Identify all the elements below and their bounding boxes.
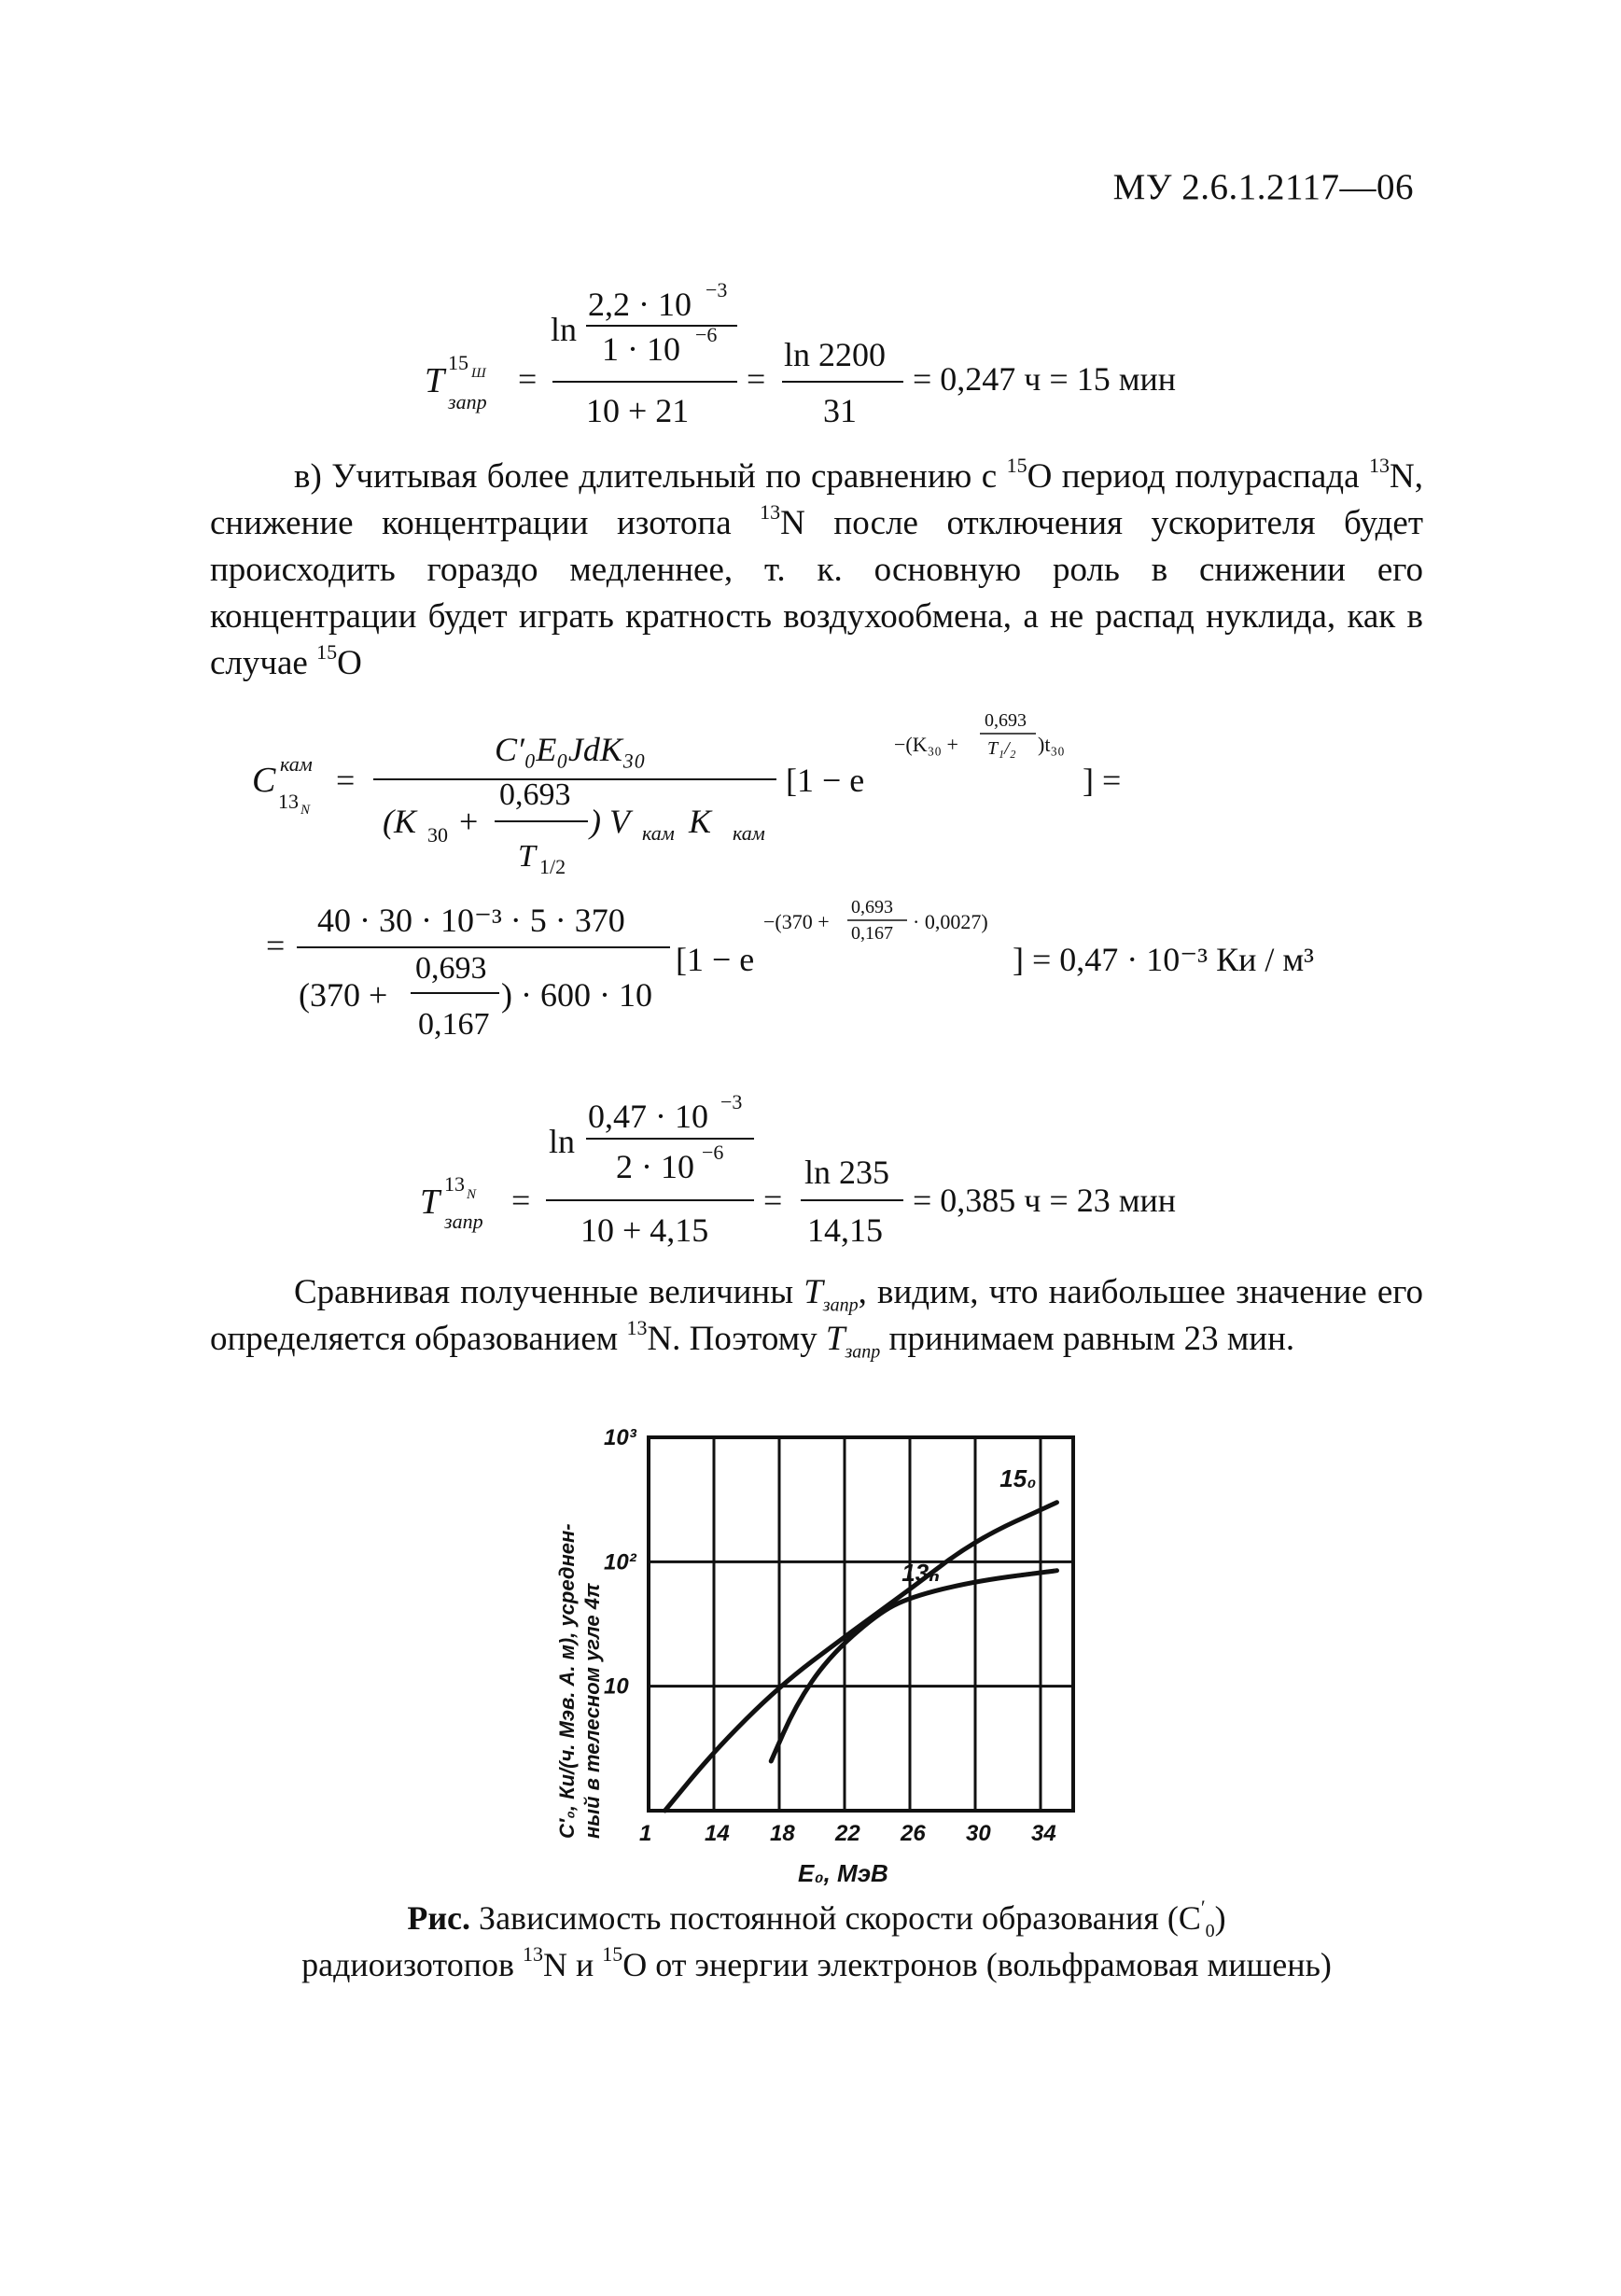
y-tick-label: 10 <box>604 1673 629 1700</box>
x-tick-label: 34 <box>1031 1821 1056 1846</box>
caption-t3: радиоизотопов <box>301 1946 523 1983</box>
eq1-lhs-sub: запр <box>448 390 487 413</box>
caption-s1: 13 <box>522 1942 543 1966</box>
eq3-numerator: 40 · 30 · 10⁻³ · 5 · 370 <box>317 902 625 939</box>
eq2-exp-frac-den: T₁/₂ <box>987 738 1016 759</box>
eq4-eq1: = <box>511 1182 531 1219</box>
eq2-exp-tail: )t₃₀ <box>1038 733 1065 756</box>
eq1-lhs-sup-sub: Ш <box>471 366 486 381</box>
eq4-mid-num: ln 235 <box>804 1154 890 1191</box>
caption-c-sup: ′ <box>1200 1896 1206 1919</box>
x-tick-label: 18 <box>770 1821 795 1846</box>
pc-t2: , видим, что наибольшее значение его определяется образованием <box>210 1273 1423 1358</box>
c0-vs-energy-chart <box>523 1419 1101 1885</box>
eq3-exp-open: −(370 + <box>763 910 830 933</box>
eq4-lhs-sup-sub: N <box>467 1187 477 1202</box>
eq2-numerator: C′₀E₀JdK₃₀ <box>495 731 646 768</box>
eq4-lhs-sub: запр <box>444 1210 483 1233</box>
eq1-inner-den-exp: −6 <box>695 323 718 346</box>
eq1-eq2: = <box>747 360 766 398</box>
series-label-15o: 15₀ <box>999 1464 1037 1493</box>
eq2-lhs-sub-sub: N <box>300 803 311 818</box>
caption-t4: N и <box>542 1946 603 1983</box>
eq1-mid-num: ln 2200 <box>784 336 887 373</box>
chart-y-label-line1: C′₀, Ки/(ч. Мэв. А. м), усреднен- <box>555 1523 579 1839</box>
eq2-bracket-open: [1 − e <box>786 762 865 799</box>
caption-s2: 15 <box>602 1942 623 1966</box>
document-code: МУ 2.6.1.2117—06 <box>1112 167 1414 207</box>
paragraph-c <box>210 1269 1423 1363</box>
eq3-frac-num: 0,693 <box>415 951 487 986</box>
pc-t1: Сравнивая полученные величины <box>294 1273 804 1311</box>
eq4-inner-den: 2 · 10 <box>616 1148 694 1185</box>
eq1-inner-den: 1 · 10 <box>602 330 680 368</box>
eq1-eq1: = <box>518 360 538 398</box>
eq4-eq2: = <box>763 1182 783 1219</box>
pb-t1: в) Учитывая более длительный по сравнению с <box>294 457 1007 496</box>
eq2-frac-den-sub: 1/2 <box>539 855 566 878</box>
caption-bold: Рис. <box>407 1899 471 1937</box>
pb-s4: 15 <box>316 640 338 664</box>
eq1-result: = 0,247 ч = 15 мин <box>913 360 1177 398</box>
eq2-exp-frac-num: 0,693 <box>985 710 1027 731</box>
eq1-ln: ln <box>551 311 578 348</box>
pc-t4: принимаем равным 23 мин. <box>880 1320 1295 1358</box>
eq1-inner-num-exp: −3 <box>706 278 728 301</box>
pb-s3: 13 <box>760 500 781 524</box>
series-line-13n <box>771 1571 1056 1761</box>
eq1-lhs-sup: 15 <box>448 351 468 374</box>
eq2-den-open: (K <box>383 803 416 840</box>
pb-s1: 15 <box>1006 454 1027 477</box>
pc-T2: T <box>825 1320 845 1358</box>
eq1-lhs-symbol: T <box>425 361 445 400</box>
eq4-lhs-sup: 13 <box>444 1172 465 1196</box>
x-tick-label: 22 <box>835 1821 860 1846</box>
eq3-result: ] = 0,47 · 10⁻³ Ки / м³ <box>1013 941 1314 978</box>
chart-ticks <box>604 1425 1056 1846</box>
eq2-den-k: K <box>689 803 712 840</box>
pc-s1: 13 <box>626 1316 648 1339</box>
caption-t2: ) <box>1214 1899 1226 1937</box>
caption-t5: O от энергии электронов (вольфрамовая мишень) <box>622 1946 1332 1983</box>
eq2-bracket-close: ] = <box>1083 762 1122 799</box>
eq3-bracket-1e: [1 − e <box>676 941 755 978</box>
eq4-ln: ln <box>549 1123 576 1160</box>
chart-series <box>665 1464 1057 1811</box>
pb-s2: 13 <box>1369 454 1390 477</box>
eq2-exp-text: −(K₃₀ + <box>894 733 958 756</box>
eq2-den-k-sub: кам <box>733 821 765 845</box>
eq3-den-open: (370 + <box>299 976 388 1014</box>
eq4-inner-num-exp: −3 <box>720 1090 743 1113</box>
pb-t5: O <box>337 644 362 682</box>
eq1-mid-den: 31 <box>823 392 857 429</box>
eq3-frac-den: 0,167 <box>418 1007 490 1042</box>
eq4-mid-den: 14,15 <box>807 1211 883 1249</box>
eq2-frac-num: 0,693 <box>499 777 571 812</box>
eq2-lhs: C <box>252 761 276 800</box>
x-tick-label: 26 <box>901 1821 926 1846</box>
eq2-den-plus: + <box>459 803 479 840</box>
eq2-lhs-sub: 13 <box>278 790 299 813</box>
figure-caption <box>210 1895 1423 1988</box>
pc-t3: N. Поэтому <box>647 1320 826 1358</box>
chart-y-label-line2: ный в телесном угле 4π <box>580 1583 604 1839</box>
eq4-result: = 0,385 ч = 23 мин <box>913 1182 1177 1219</box>
pb-t2: O период полураспада <box>1027 457 1370 496</box>
eq2-den-close: ) V <box>590 803 630 840</box>
pc-T1-sub: запр <box>822 1295 859 1316</box>
eq4-denominator: 10 + 4,15 <box>580 1211 709 1249</box>
series-label-13n: 13ₙ <box>901 1558 941 1587</box>
eq4-lhs-symbol: T <box>420 1183 440 1222</box>
eq3-eq: = <box>266 927 286 964</box>
y-tick-label: 10² <box>604 1549 636 1575</box>
x-tick-label: 14 <box>705 1821 730 1846</box>
eq3-exp-frac-den: 0,167 <box>851 923 893 944</box>
eq1-inner-num: 2,2 · 10 <box>588 286 692 323</box>
eq2-den-sub: 30 <box>427 823 448 847</box>
eq2-den-v-sub: кам <box>642 821 675 845</box>
caption-t1: Зависимость постоянной скорости образования (C <box>470 1899 1201 1937</box>
eq3-den-close: ) · 600 · 10 <box>501 976 652 1014</box>
chart-x-label: E₀, МэВ <box>798 1859 888 1885</box>
caption-c-sub: 0 <box>1205 1921 1215 1942</box>
x-tick-label: 30 <box>966 1821 991 1846</box>
pc-T1: T <box>804 1273 823 1311</box>
eq3-exp-tail: · 0,0027) <box>913 910 988 933</box>
eq4-inner-den-exp: −6 <box>702 1141 724 1164</box>
pb-t3: N, снижение концентрации изотопа <box>210 457 1423 542</box>
series-line-15o <box>665 1503 1057 1811</box>
pc-T2-sub: запр <box>845 1341 881 1363</box>
eq2-frac-den: T <box>518 839 536 874</box>
y-tick-label: 10³ <box>604 1425 636 1450</box>
x-tick-label: 1 <box>639 1821 652 1846</box>
eq1-denominator: 10 + 21 <box>586 392 690 429</box>
eq3-exp-frac-num: 0,693 <box>851 897 893 917</box>
eq4-inner-num: 0,47 · 10 <box>588 1098 708 1135</box>
eq2-eq: = <box>336 762 356 799</box>
eq2-lhs-sup: кам <box>280 752 313 776</box>
pb-t4: N после отключения ускорителя будет происходить гораздо медленнее, т. к. основную роль в снижении его концентрации будет играть кратность воздухообмена, а не распад нуклида, как в случае <box>210 504 1424 682</box>
